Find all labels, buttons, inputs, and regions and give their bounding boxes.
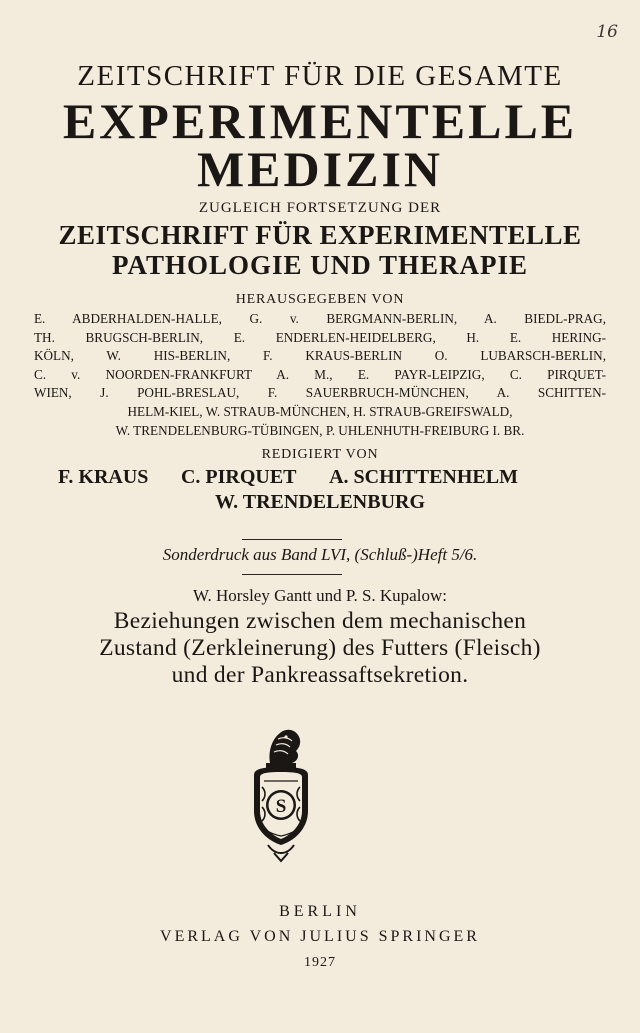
article-authors: W. Horsley Gantt und P. S. Kupalow:	[193, 586, 447, 605]
journal-title-line-3: MEDIZIN	[196, 141, 444, 197]
editors-line: TH. BRUGSCH-BERLIN, E. ENDERLEN-HEIDELBERG, H. E. HERING-	[34, 329, 606, 345]
imprint-year: 1927	[304, 955, 336, 970]
editors-line: C. v. NOORDEN-FRANKFURT A. M., E. PAYR-LEIPZIG, C. PIRQUET-	[34, 366, 606, 382]
redactor-name: A. SCHITTENHELM	[329, 466, 518, 488]
divider-rule	[242, 574, 342, 575]
article-title-line: und der Pankreassaftsekretion.	[171, 662, 469, 688]
article-title-line: Beziehungen zwischen dem mechanischen	[113, 608, 527, 634]
editors-line: HELM-KIEL, W. STRAUB-MÜNCHEN, H. STRAUB-GREIFSWALD,	[127, 403, 513, 419]
editors-list	[34, 310, 606, 440]
divider-rule	[242, 539, 342, 540]
continuation-note: ZUGLEICH FORTSETZUNG DER	[198, 200, 442, 216]
journal-title-line-1: ZEITSCHRIFT FÜR DIE GESAMTE	[77, 60, 563, 92]
redactor-name: C. PIRQUET	[180, 466, 297, 488]
offprint-note: Sonderdruck aus Band LVI, (Schluß-)Heft 5/6.	[162, 545, 478, 564]
page-number-mark: 16	[596, 22, 618, 42]
redactor-name: F. KRAUS	[58, 466, 149, 488]
springer-horse-emblem-icon	[240, 725, 322, 865]
redactor-name-last: W. TRENDELENBURG	[214, 491, 426, 513]
journal-title-line-2: EXPERIMENTELLE	[62, 93, 578, 149]
redaction-heading: REDIGIERT VON	[261, 447, 379, 462]
editors-line: WIEN, J. POHL-BRESLAU, F. SAUERBRUCH-MÜNCHEN, A. SCHITTEN-	[34, 385, 606, 401]
former-journal-title-line-1: ZEITSCHRIFT FÜR EXPERIMENTELLE	[58, 220, 582, 250]
imprint-publisher: VERLAG VON JULIUS SPRINGER	[160, 928, 480, 945]
editors-heading: HERAUSGEGEBEN VON	[235, 292, 405, 307]
redaction-names-row	[58, 466, 518, 489]
editors-line: E. ABDERHALDEN-HALLE, G. v. BERGMANN-BERLIN, A. BIEDL-PRAG,	[34, 311, 606, 326]
imprint-city: BERLIN	[279, 903, 361, 920]
article-title-line: Zustand (Zerkleinerung) des Futters (Fleisch)	[99, 635, 541, 661]
editors-line: KÖLN, W. HIS-BERLIN, F. KRAUS-BERLIN O. LUBARSCH-BERLIN,	[34, 348, 606, 364]
svg-text:S: S	[275, 796, 287, 817]
former-journal-title-line-2: PATHOLOGIE UND THERAPIE	[111, 250, 529, 280]
editors-line: W. TRENDELENBURG-TÜBINGEN, P. UHLENHUTH-FREIBURG I. BR.	[115, 422, 525, 438]
